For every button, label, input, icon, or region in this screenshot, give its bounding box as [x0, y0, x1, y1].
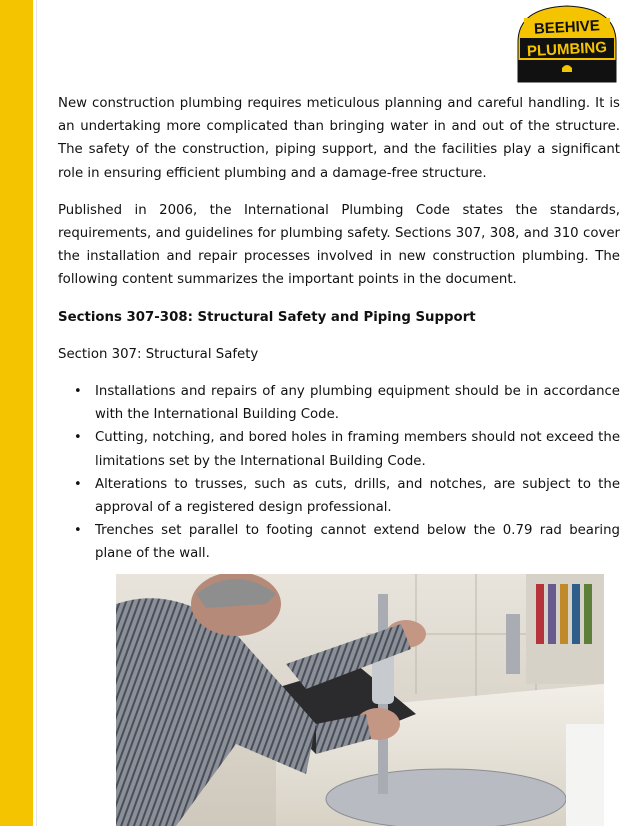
page-margin-line: [36, 0, 37, 826]
safety-bullet-list: [58, 380, 620, 566]
bullet-icon: •: [74, 384, 82, 400]
bullet-icon: •: [74, 430, 82, 446]
list-item: [58, 380, 620, 426]
section-heading: Sections 307-308: Structural Safety and Piping Support: [58, 309, 476, 325]
page-accent-bar: [0, 0, 33, 826]
list-item: [58, 473, 620, 519]
list-item-text: Installations and repairs of any plumbing equipment should be in accordance with the International Building Code.: [95, 384, 620, 423]
bullet-icon: •: [74, 523, 82, 539]
code-paragraph: Published in 2006, the International Plumbing Code states the standards, requirements, and guidelines for plumbing safety. Sections 307, 308, and 310 cover the installation and repair processes involved in new construction plumbing. The following content summarizes the important points in the document.: [58, 202, 620, 288]
list-item-text: Trenches set parallel to footing cannot extend below the 0.79 rad bearing plane of the wall.: [95, 523, 620, 562]
intro-paragraph: New construction plumbing requires meticulous planning and careful handling. It is an undertaking more complicated than bringing water in and out of the structure. The safety of the construction, piping support, and the facilities play a significant role in ensuring efficient plumbing and a damage-free structure.: [58, 96, 620, 181]
plumber-photo: [116, 574, 604, 826]
list-item-text: Alterations to trusses, such as cuts, drills, and notches, are subject to the approval of a registered design professional.: [95, 476, 620, 516]
list-item-text: Cutting, notching, and bored holes in framing members should not exceed the limitations set by the International Building Code.: [95, 430, 620, 469]
document-body: [58, 92, 620, 566]
list-item: [58, 519, 620, 565]
list-item: [58, 426, 620, 472]
logo-line1: BEEHIVE: [533, 17, 601, 38]
subsection-heading: Section 307: Structural Safety: [58, 346, 259, 362]
beehive-plumbing-logo: [514, 2, 620, 84]
logo-line2: PLUMBING: [526, 38, 608, 61]
bullet-icon: •: [74, 476, 82, 492]
